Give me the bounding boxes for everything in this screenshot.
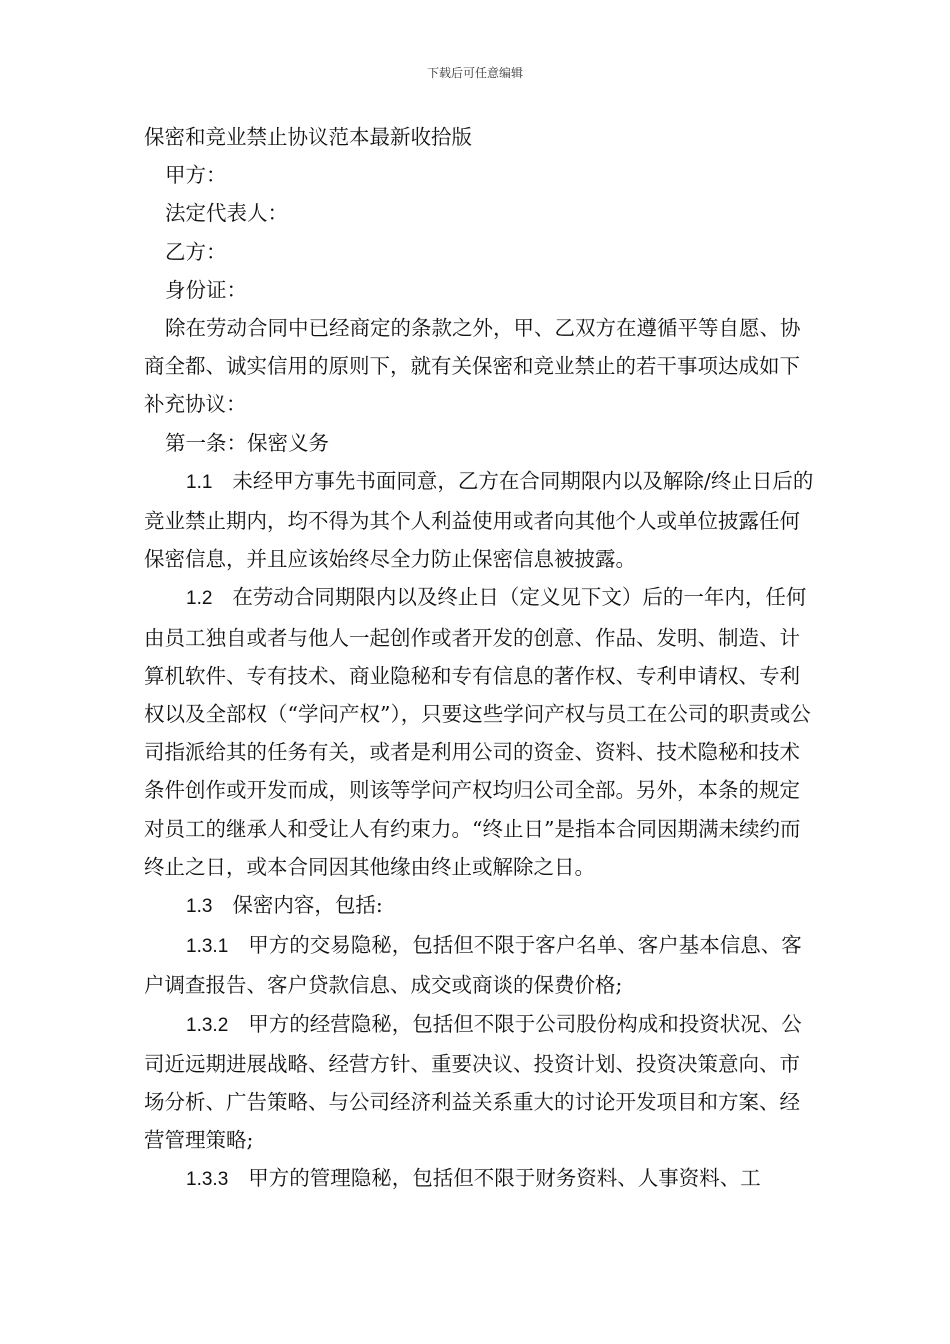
- party-b-field: 乙方：: [165, 239, 227, 264]
- id-card-field: 身份证：: [165, 277, 247, 302]
- document-title: 保密和竞业禁止协议范本最新收拾版: [144, 125, 472, 149]
- clause-number: 1.3: [186, 896, 213, 918]
- intro-paragraph: 除在劳动合同中已经商定的条款之外，甲、乙双方在遵循平等自愿、协商全都、诚实信用的原则下，就有关保密和竞业禁止的若干事项达成如下补充协议：: [144, 316, 801, 417]
- clause-1-3-1: [144, 926, 820, 1004]
- page-header: 下载后可任意编辑: [426, 66, 523, 80]
- clause-number: 1.3.2: [186, 1014, 229, 1036]
- clause-1-3-3: [144, 1159, 820, 1199]
- document-body: [144, 118, 820, 1200]
- clause-number: 1.2: [186, 588, 213, 610]
- clause-text: 甲方的管理隐秘，包括但不限于财务资料、人事资料、工: [248, 1166, 761, 1191]
- clause-1-1: [144, 462, 820, 579]
- clause-text: 保密内容，包括:: [232, 893, 383, 918]
- clause-number: 1.1: [186, 471, 213, 493]
- clause-number: 1.3.3: [186, 1169, 229, 1191]
- legal-representative-field: 法定代表人：: [165, 201, 288, 226]
- clause-1-3: [144, 886, 820, 926]
- clause-text: 甲方的经营隐秘，包括但不限于公司股份构成和投资状况、公司近远期进展战略、经营方针、重要决议、投资计划、投资决策意向、市场分析、广告策略、与公司经济利益关系重大的讨论开发项目和方案、经营管理策略;: [144, 1011, 802, 1153]
- clause-text: 甲方的交易隐秘，包括但不限于客户名单、客户基本信息、客户调查报告、客户贷款信息、成交或商谈的保费价格;: [144, 933, 802, 998]
- clause-1-2: [144, 578, 820, 886]
- article-1-title: 第一条：保密义务: [165, 430, 329, 455]
- clause-number: 1.3.1: [186, 936, 229, 958]
- clause-1-3-2: [144, 1005, 820, 1160]
- party-a-field: 甲方：: [165, 163, 227, 188]
- clause-text: 未经甲方事先书面同意，乙方在合同期限内以及解除/终止日后的竞业禁止期内，均不得为其个人利益使用或者向其他个人或单位披露任何保密信息，并且应该始终尽全力防止保密信息被披露。: [144, 468, 814, 572]
- clause-text: 在劳动合同期限内以及终止日（定义见下文）后的一年内，任何由员工独自或者与他人一起创作或者开发的创意、作品、发明、制造、计算机软件、专有技术、商业隐秘和专有信息的著作权、专利申请权、专利权以及全部权（“学问产权”），只要这些学问产权与员工在公司的职责或公司指派给其的任务有关，或者是利用公司的资金、资料、技术隐秘和技术条件创作或开发而成，则该等学问产权均归公司全部。另外，本条的规定对员工的继承人和受让人有约束力。“终止日”是指本合同因期满未续约而终止之日，或本合同因其他缘由终止或解除之日。: [144, 585, 811, 879]
